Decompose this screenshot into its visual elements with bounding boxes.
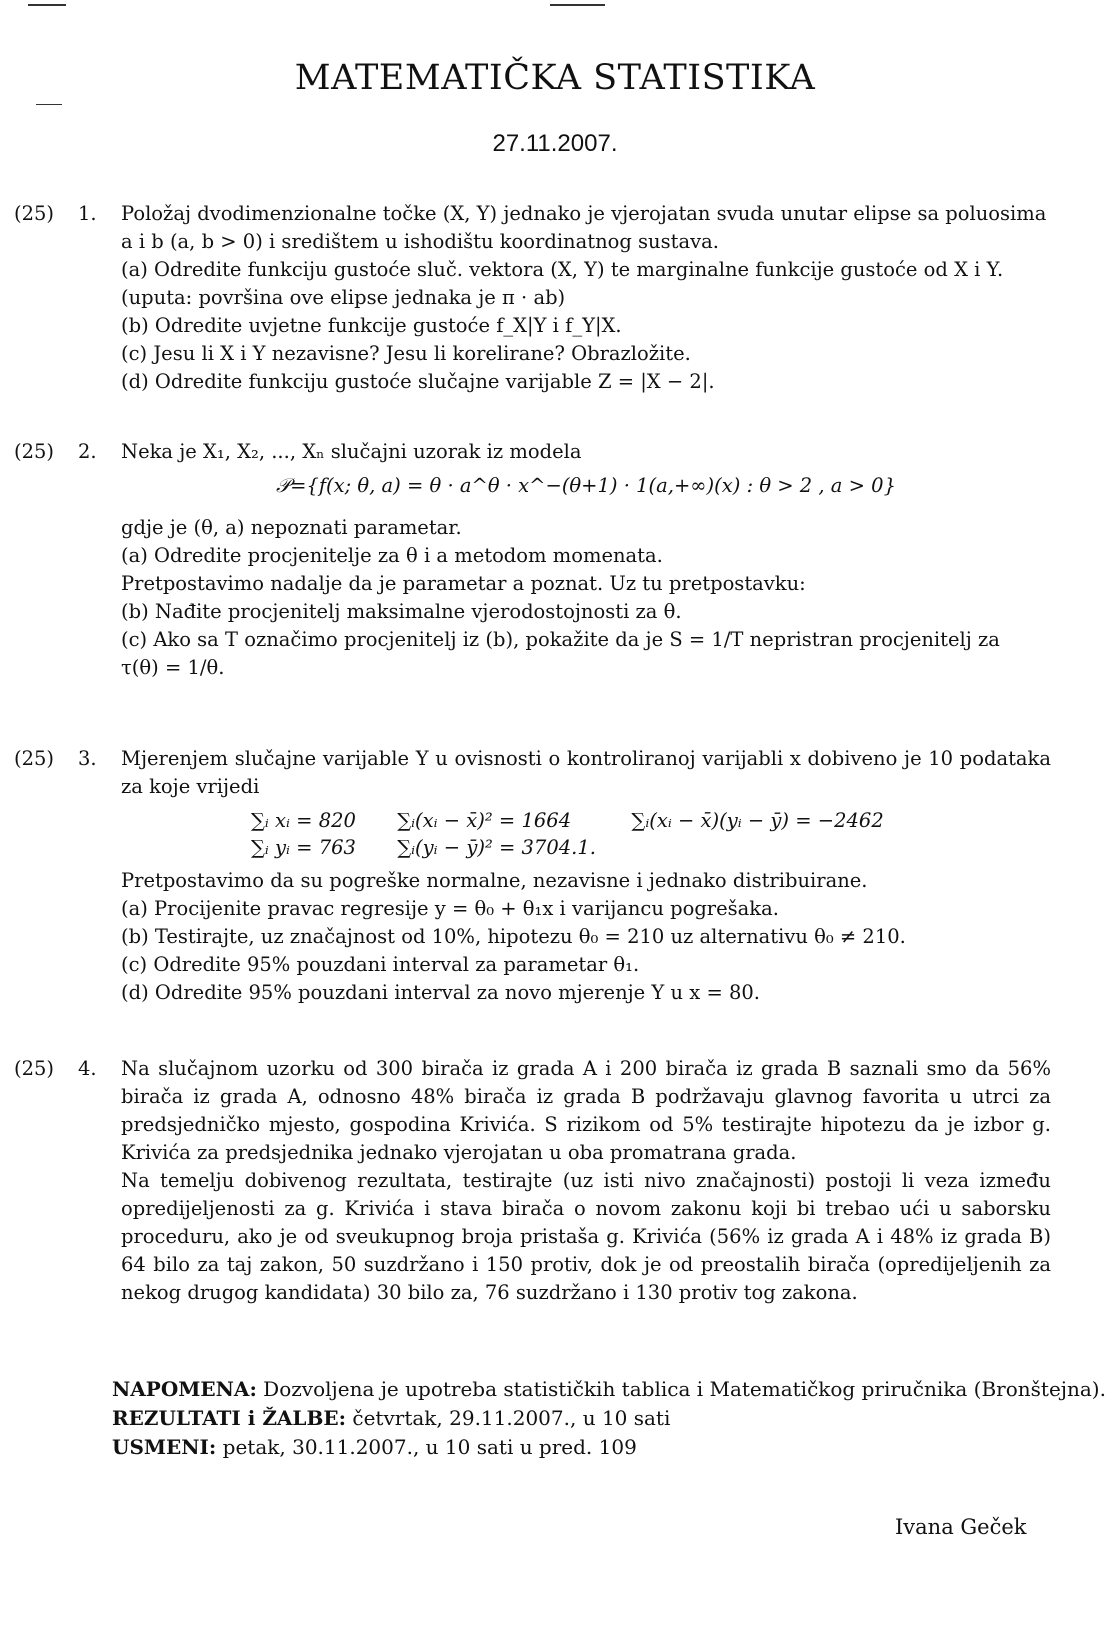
problem-line: Pretpostavimo da su pogreške normalne, nezavisne i jednako distribuirane. bbox=[121, 869, 868, 892]
signature: Ivana Geček bbox=[895, 1515, 1027, 1539]
scan-mark-margin bbox=[36, 104, 62, 105]
problem-number: 3. bbox=[78, 747, 97, 770]
problem-number: 2. bbox=[78, 440, 97, 463]
problem-line: (b) Testirajte, uz značajnost od 10%, hipotezu θ₀ = 210 uz alternativu θ₀ ≠ 210. bbox=[121, 925, 906, 948]
note-label: NAPOMENA: bbox=[112, 1377, 257, 1401]
sum-item: ∑ᵢ(yᵢ − ȳ)² = 3704.1. bbox=[397, 836, 596, 859]
problem-line: (c) Odredite 95% pouzdani interval za parametar θ₁. bbox=[121, 953, 640, 976]
problem-body bbox=[121, 1055, 1051, 1307]
problem-paragraph: Na slučajnom uzorku od 300 birača iz grada A i 200 birača iz grada B saznali smo da 56% birača iz grada A, odnosno 48% birača iz grada B podržavaju glavnog favorita u utrci za predsjedničko mjesto, gospodina Krivića. S rizikom od 5% testirajte hipotezu da je izbor g. Krivića za predsjednika jednako vjerojatan u oba promatrana grada. bbox=[121, 1057, 1051, 1164]
problem-points: (25) bbox=[14, 440, 55, 463]
sum-item: ∑ᵢ xᵢ = 820 bbox=[251, 809, 356, 832]
note-text: petak, 30.11.2007., u 10 sati u pred. 109 bbox=[216, 1435, 637, 1459]
problem-line: (b) Nađite procjenitelj maksimalne vjerodostojnosti za θ. bbox=[121, 600, 682, 623]
problem-intro: Neka je X₁, X₂, ..., Xₙ slučajni uzorak iz modela bbox=[121, 440, 582, 463]
problem-line: τ(θ) = 1/θ. bbox=[121, 656, 225, 679]
sums-row bbox=[251, 834, 1051, 861]
problem-line: Pretpostavimo nadalje da je parametar a poznat. Uz tu pretpostavku: bbox=[121, 572, 806, 595]
problem-line: (uputa: površina ove elipse jednaka je π · ab) bbox=[121, 286, 566, 309]
note-label: USMENI: bbox=[112, 1435, 217, 1459]
note-usmeni bbox=[112, 1433, 1106, 1462]
scan-mark-left bbox=[28, 4, 66, 6]
exam-date: 27.11.2007. bbox=[492, 130, 618, 157]
problem-points: (25) bbox=[14, 747, 55, 770]
problem-points: (25) bbox=[14, 202, 55, 225]
problem-line: (d) Odredite funkciju gustoće slučajne varijable Z = |X − 2|. bbox=[121, 370, 715, 393]
sums-row bbox=[251, 807, 1051, 834]
problem-line: (a) Odredite procjenitelje za θ i a metodom momenata. bbox=[121, 544, 663, 567]
problem-line: (b) Odredite uvjetne funkcije gustoće f_X|Y i f_Y|X. bbox=[121, 314, 622, 337]
model-formula: 𝒫={f(x; θ, a) = θ · a^θ · x^−(θ+1) · 1(a,+∞)(x) : θ > 2 , a > 0} bbox=[276, 474, 896, 497]
problem-line: gdje je (θ, a) nepoznati parametar. bbox=[121, 516, 462, 539]
problem-body bbox=[121, 200, 1051, 396]
note-napomena bbox=[112, 1375, 1106, 1404]
sum-item: ∑ᵢ(xᵢ − x̄)(yᵢ − ȳ) = −2462 bbox=[631, 809, 884, 832]
problem-line: (c) Jesu li X i Y nezavisne? Jesu li korelirane? Obrazložite. bbox=[121, 342, 691, 365]
note-rezultati bbox=[112, 1404, 1106, 1433]
problem-intro: Mjerenjem slučajne varijable Y u ovisnosti o kontroliranoj varijabli x dobiveno je 10 podataka za koje vrijedi bbox=[121, 747, 1051, 798]
problem-line: (a) Odredite funkciju gustoće sluč. vektora (X, Y) te marginalne funkcije gustoće od X i Y. bbox=[121, 258, 1004, 281]
problem-line: a i b (a, b > 0) i središtem u ishodištu koordinatnog sustava. bbox=[121, 230, 719, 253]
sum-item: ∑ᵢ yᵢ = 763 bbox=[251, 836, 356, 859]
scan-mark-center bbox=[550, 4, 605, 6]
problem-paragraph: Na temelju dobivenog rezultata, testirajte (uz isti nivo značajnosti) postoji li veza između opredijeljenosti za g. Krivića i stava birača o novom zakonu koji bi trebao ući u saborsku proceduru, ako je od sveukupnog broja pristaša g. Krivića (56% iz grada A i 48% iz grada B) 64 bilo za taj zakon, 50 suzdržano i 150 protiv, dok je od preostalih birača (opredijeljenih za nekog drugog kandidata) 30 bilo za, 76 suzdržano i 130 protiv tog zakona. bbox=[121, 1169, 1051, 1304]
summary-sums bbox=[251, 807, 1051, 861]
exam-notes bbox=[112, 1375, 1106, 1462]
note-label: REZULTATI i ŽALBE: bbox=[112, 1406, 347, 1430]
problem-body bbox=[121, 438, 1051, 682]
sum-item: ∑ᵢ(xᵢ − x̄)² = 1664 bbox=[397, 809, 572, 832]
page-title: MATEMATIČKA STATISTIKA bbox=[294, 58, 816, 98]
note-text: četvrtak, 29.11.2007., u 10 sati bbox=[346, 1406, 671, 1430]
problem-body bbox=[121, 745, 1051, 1007]
problem-line: (c) Ako sa T označimo procjenitelj iz (b), pokažite da je S = 1/T nepristran procjenitelj za bbox=[121, 628, 1000, 651]
note-text: Dozvoljena je upotreba statističkih tablica i Matematičkog priručnika (Bronštejna). bbox=[256, 1377, 1106, 1401]
problem-line: (a) Procijenite pravac regresije y = θ₀ + θ₁x i varijancu pogrešaka. bbox=[121, 897, 779, 920]
problem-points: (25) bbox=[14, 1057, 55, 1080]
problem-number: 4. bbox=[78, 1057, 97, 1080]
problem-line: Položaj dvodimenzionalne točke (X, Y) jednako je vjerojatan svuda unutar elipse sa poluosima bbox=[121, 202, 1047, 225]
problem-line: (d) Odredite 95% pouzdani interval za novo mjerenje Y u x = 80. bbox=[121, 981, 760, 1004]
problem-number: 1. bbox=[78, 202, 97, 225]
